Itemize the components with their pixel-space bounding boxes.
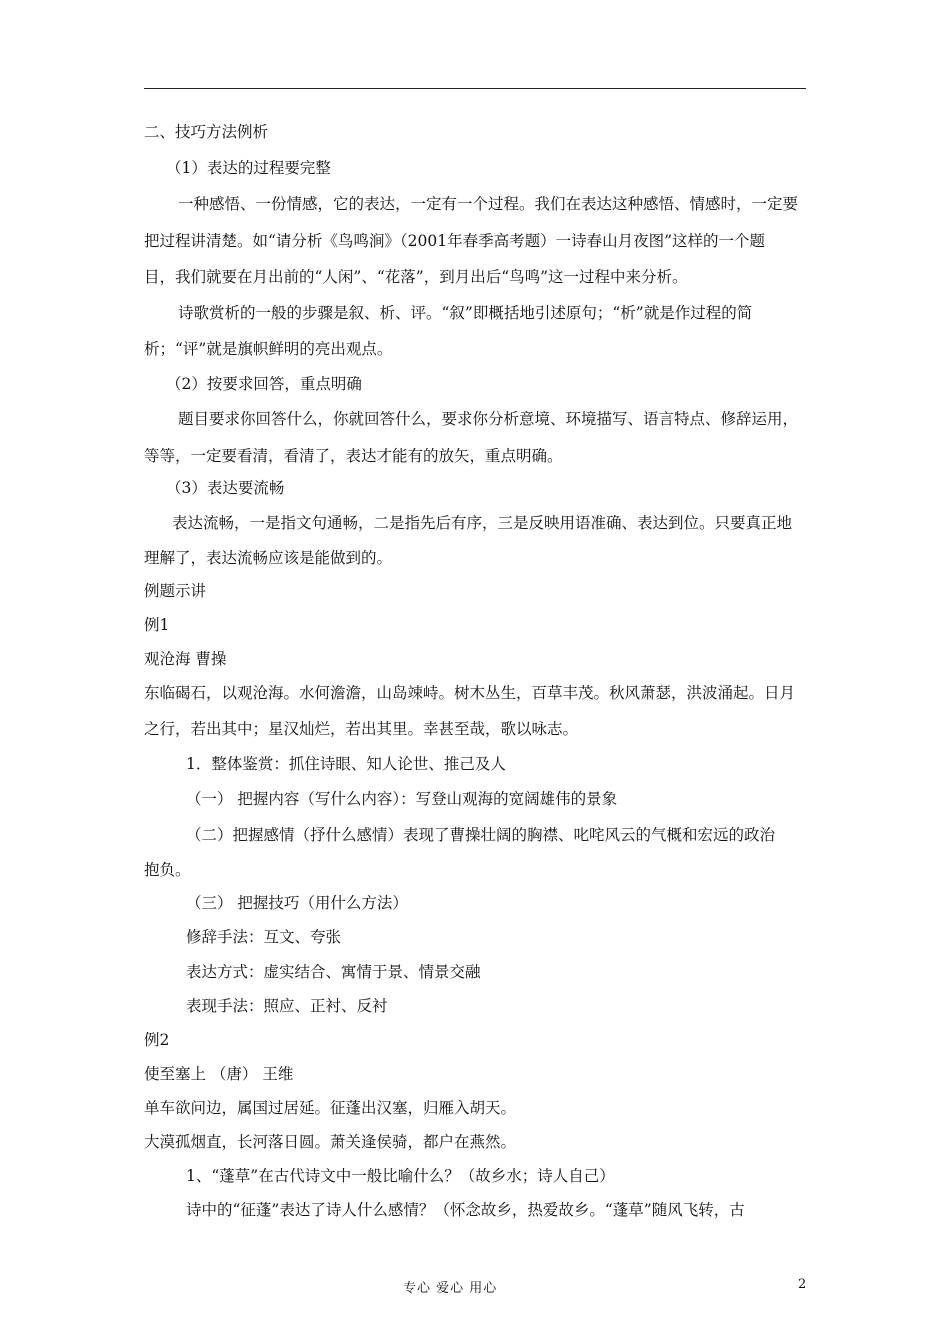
text-line: 二、技巧方法例析 <box>144 123 269 141</box>
text-line: 使至塞上 （唐） 王维 <box>144 1065 294 1083</box>
text-line: 单车欲问边，属国过居延。征蓬出汉塞，归雁入胡天。 <box>144 1099 517 1117</box>
page-number: 2 <box>798 1277 807 1292</box>
text-line: 析；“评”就是旗帜鲜明的亮出观点。 <box>144 340 393 358</box>
text-line: 大漠孤烟直，长河落日圆。萧关逢侯骑，都户在燕然。 <box>144 1133 517 1151</box>
text-line: 表达方式：虚实结合、寓情于景、情景交融 <box>186 963 481 981</box>
text-line: （1）表达的过程要完整 <box>166 159 331 177</box>
text-line: （2）按要求回答，重点明确 <box>166 375 362 393</box>
text-line: 诗中的“征蓬”表达了诗人什么感情？（怀念故乡，热爱故乡。“蓬草”随风飞转，古 <box>186 1201 745 1219</box>
text-line: 例2 <box>144 1031 170 1049</box>
text-line: 理解了，表达流畅应该是能做到的。 <box>144 549 393 567</box>
text-line: 观沧海 曹操 <box>144 650 227 668</box>
text-line: 表现手法：照应、正衬、反衬 <box>186 997 388 1015</box>
header-rule <box>144 88 806 89</box>
text-line: （一） 把握内容（写什么内容）：写登山观海的宽阔雄伟的景象 <box>186 790 618 808</box>
text-line: 东临碣石，以观沧海。水何澹澹，山岛竦峙。树木丛生，百草丰茂。秋风萧瑟，洪波涌起。日月 <box>144 684 796 702</box>
text-line: 例1 <box>144 616 170 634</box>
text-line: 1．整体鉴赏：抓住诗眼、知人论世、推己及人 <box>186 755 506 773</box>
text-line: （三） 把握技巧（用什么方法） <box>186 894 408 912</box>
text-line: 把过程讲清楚。如“请分析《鸟鸣涧》（2001年春季高考题）一诗春山月夜图”这样的一个题 <box>144 232 766 250</box>
text-line: 修辞手法：互文、夸张 <box>186 928 342 946</box>
page-footer: 专心 爱心 用心 <box>403 1281 498 1296</box>
text-line: 1、“蓬草”在古代诗文中一般比喻什么？（故乡水；诗人自己） <box>186 1167 615 1185</box>
text-line: 例题示讲 <box>144 582 207 600</box>
text-line: 目，我们就要在月出前的“人闲”、“花落”，到月出后“鸟鸣”这一过程中来分析。 <box>144 268 688 286</box>
text-line: 表达流畅，一是指文句通畅，二是指先后有序，三是反映用语准确、表达到位。只要真正地 <box>172 514 793 532</box>
text-line: 诗歌赏析的一般的步骤是叙、析、评。“叙”即概括地引述原句；“析”就是作过程的简 <box>178 304 753 322</box>
text-line: 抱负。 <box>144 861 191 879</box>
text-line: （二）把握感情（抒什么感情）表现了曹操壮阔的胸襟、叱咤风云的气概和宏远的政治 <box>186 826 776 844</box>
text-line: （3）表达要流畅 <box>166 479 285 497</box>
text-line: 之行，若出其中；星汉灿烂，若出其里。幸甚至哉，歌以咏志。 <box>144 720 579 738</box>
text-line: 题目要求你回答什么，你就回答什么，要求你分析意境、环境描写、语言特点、修辞运用， <box>178 410 799 428</box>
text-line: 一种感悟、一份情感，它的表达，一定有一个过程。我们在表达这种感悟、情感时，一定要 <box>178 195 799 213</box>
text-line: 等等，一定要看清，看清了，表达才能有的放矢，重点明确。 <box>144 447 563 465</box>
